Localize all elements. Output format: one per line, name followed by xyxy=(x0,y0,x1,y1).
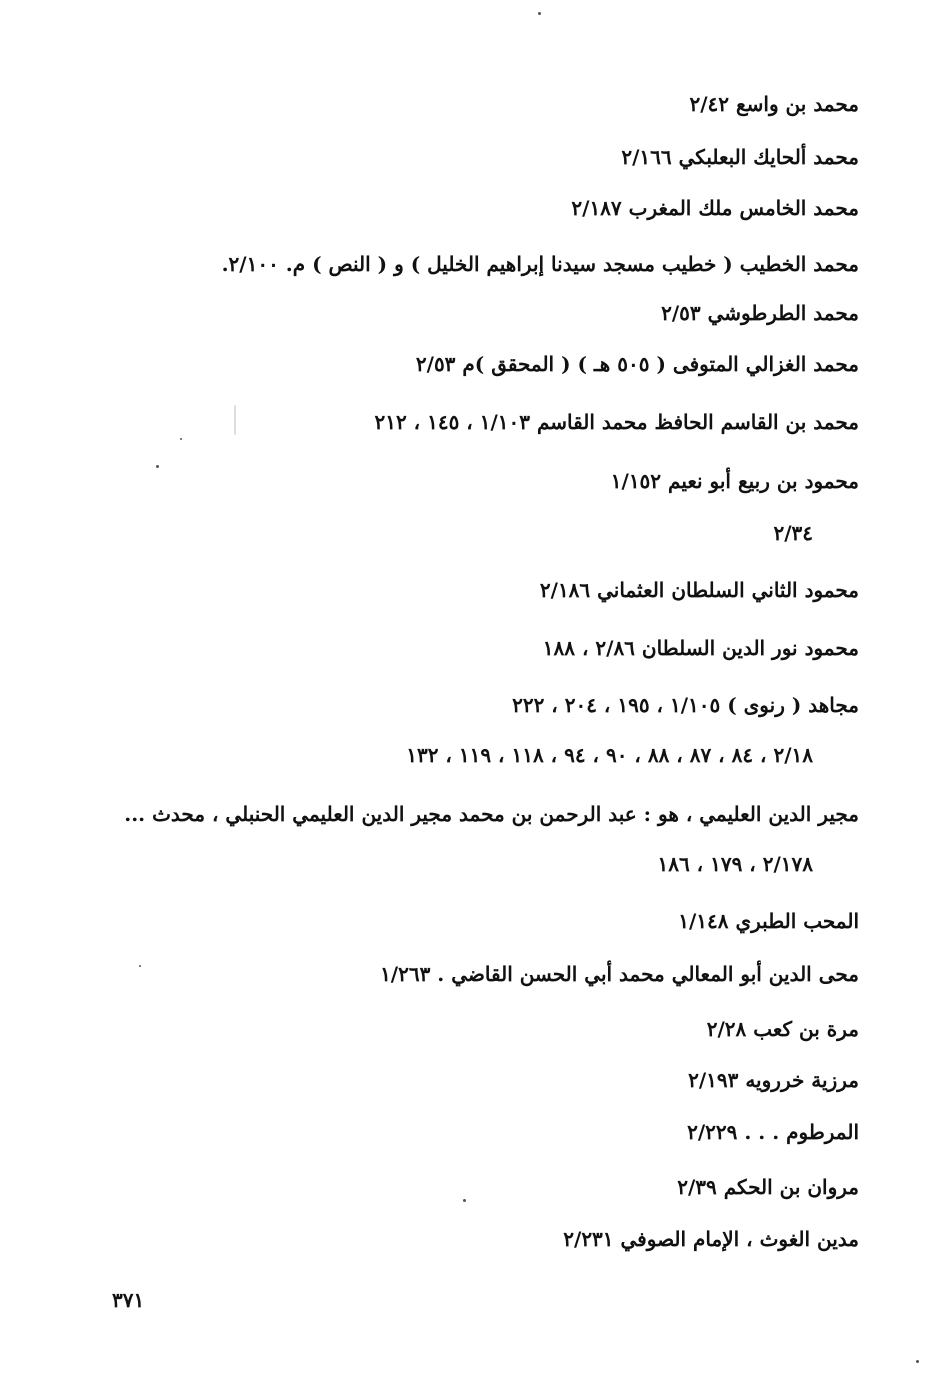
index-entry: مروان بن الحكم ٢/٣٩ xyxy=(677,1175,859,1199)
index-entry-continuation: ٢/١٧٨ ، ١٧٩ ، ١٨٦ xyxy=(657,852,813,876)
scan-speck xyxy=(463,1199,466,1202)
index-entry: المحب الطبري ١/١٤٨ xyxy=(678,909,859,933)
index-entry: محمد بن القاسم الحافظ محمد القاسم ١/١٠٣ ، ١٤٥ ، ٢١٢ xyxy=(374,410,859,434)
index-entry: محمود الثاني السلطان العثماني ٢/١٨٦ xyxy=(539,578,859,602)
index-entry: مجير الدين العليمي ، هو : عبد الرحمن بن محمد مجير الدين العليمي الحنبلي ، محدث ... xyxy=(124,802,859,826)
scan-speck xyxy=(916,1360,919,1363)
index-entry: محمد الطرطوشي ٢/٥٣ xyxy=(661,301,859,325)
index-entry: محى الدين أبو المعالي محمد أبي الحسن القاضي . ١/٢٦٣ xyxy=(380,962,859,986)
index-entry: مرة بن كعب ٢/٢٨ xyxy=(706,1017,859,1041)
index-entry: محمد ألحايك البعلبكي ٢/١٦٦ xyxy=(621,145,859,169)
index-entry: مرزية خررويه ٢/١٩٣ xyxy=(688,1068,859,1092)
scan-speck xyxy=(180,438,182,440)
scan-speck xyxy=(139,965,141,967)
index-entry: محمد الخطيب ( خطيب مسجد سيدنا إبراهيم الخليل ) و ( النص ) م. ٢/١٠٠. xyxy=(221,252,859,276)
index-entry: مدين الغوث ، الإمام الصوفي ٢/٢٣١ xyxy=(563,1227,859,1251)
index-entry: محمد الخامس ملك المغرب ٢/١٨٧ xyxy=(571,196,859,220)
page-number: ٣٧١ xyxy=(112,1288,145,1312)
index-entry: محمود بن ربيع أبو نعيم ١/١٥٢ xyxy=(610,469,859,493)
index-entry-continuation: ٢/٣٤ xyxy=(773,521,813,545)
scan-speck xyxy=(538,12,541,15)
index-entry: مجاهد ( رنوى ) ١/١٠٥ ، ١٩٥ ، ٢٠٤ ، ٢٢٢ xyxy=(512,693,859,717)
index-entry: محمد بن واسع ٢/٤٢ xyxy=(689,92,859,116)
index-entry: المرطوم . . . ٢/٢٢٩ xyxy=(687,1120,859,1144)
index-entry: محمد الغزالي المتوفى ( ٥٠٥ هـ ) ( المحقق )م ٢/٥٣ xyxy=(415,352,859,376)
index-entry-continuation: ٢/١٨ ، ٨٤ ، ٨٧ ، ٨٨ ، ٩٠ ، ٩٤ ، ١١٨ ، ١١٩ ، ١٣٢ xyxy=(406,743,813,767)
scan-mark xyxy=(234,405,236,435)
index-entry: محمود نور الدين السلطان ٢/٨٦ ، ١٨٨ xyxy=(542,636,859,660)
scan-speck xyxy=(156,465,159,468)
